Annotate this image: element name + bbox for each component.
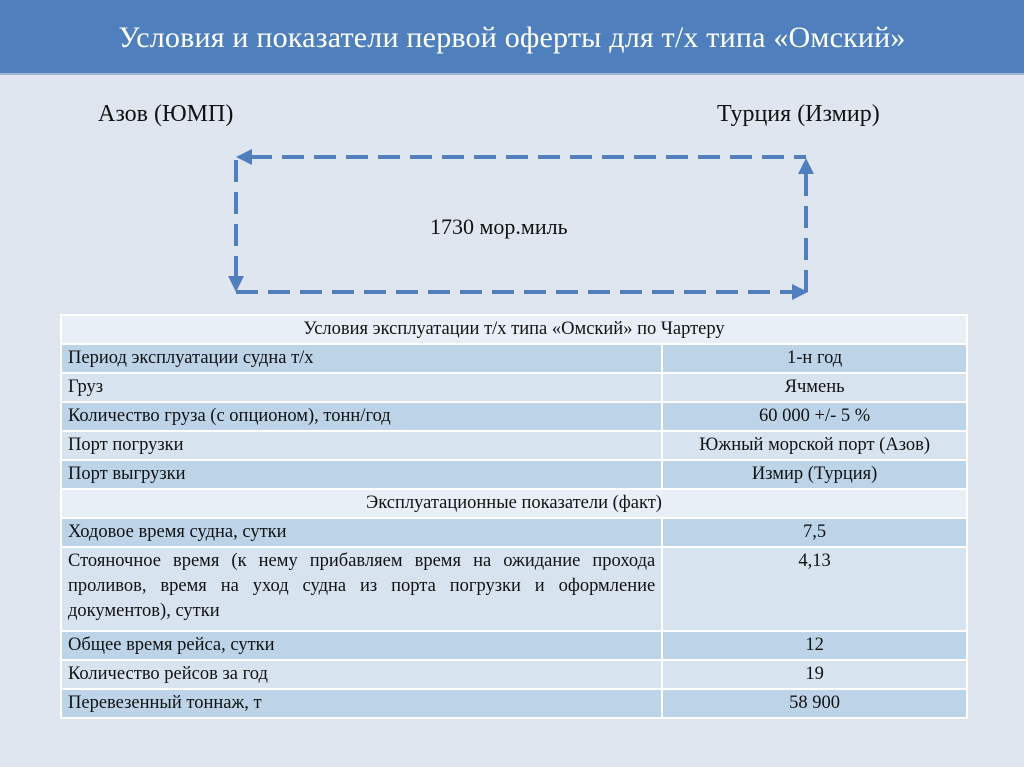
table-header-cell: Условия эксплуатации т/х типа «Омский» по Чартеру <box>61 315 967 344</box>
route-right-arrowhead <box>798 158 814 174</box>
table-row <box>61 518 967 547</box>
row-label-voyage-time: Общее время рейса, сутки <box>61 631 662 660</box>
table-row <box>61 344 967 373</box>
destination-port-label: Турция (Измир) <box>717 101 880 127</box>
row-value-discharge-port: Измир (Турция) <box>662 460 967 489</box>
table-row <box>61 373 967 402</box>
row-label-sailing-time: Ходовое время судна, сутки <box>61 518 662 547</box>
route-distance: 1730 мор.миль <box>430 214 568 239</box>
row-value-tonnage: 58 900 <box>662 689 967 718</box>
table-row <box>61 402 967 431</box>
row-label-period: Период эксплуатации судна т/х <box>61 344 662 373</box>
route-left-arrowhead <box>228 276 244 292</box>
table-row <box>61 660 967 689</box>
table-section-cell: Эксплуатационные показатели (факт) <box>61 489 967 518</box>
table-row <box>61 431 967 460</box>
origin-port-label: Азов (ЮМП) <box>98 101 234 127</box>
row-label-voyages-count: Количество рейсов за год <box>61 660 662 689</box>
table-row <box>61 689 967 718</box>
charter-terms-table <box>60 314 968 719</box>
row-value-sailing-time: 7,5 <box>662 518 967 547</box>
table-row <box>61 547 967 631</box>
row-label-loading-port: Порт погрузки <box>61 431 662 460</box>
route-top-arrowhead <box>236 149 252 165</box>
row-value-cargo: Ячмень <box>662 373 967 402</box>
row-label-discharge-port: Порт выгрузки <box>61 460 662 489</box>
table-row <box>61 460 967 489</box>
row-value-loading-port: Южный морской порт (Азов) <box>662 431 967 460</box>
row-label-quantity: Количество груза (с опционом), тонн/год <box>61 402 662 431</box>
slide-title: Условия и показатели первой оферты для т/х типа «Омский» <box>0 0 1024 75</box>
row-label-tonnage: Перевезенный тоннаж, т <box>61 689 662 718</box>
row-value-period: 1-н год <box>662 344 967 373</box>
row-label-cargo: Груз <box>61 373 662 402</box>
row-value-quantity: 60 000 +/- 5 % <box>662 402 967 431</box>
row-value-port-time: 4,13 <box>662 547 967 631</box>
row-value-voyages-count: 19 <box>662 660 967 689</box>
row-label-port-time: Стояночное время (к нему прибавляем время на ожидание прохода проливов, время на уход судна из порта погрузки и оформление документов), сутки <box>61 547 662 631</box>
table-section-row <box>61 489 967 518</box>
route-diagram <box>0 0 1024 320</box>
row-value-voyage-time: 12 <box>662 631 967 660</box>
table-row <box>61 631 967 660</box>
table-header-row <box>61 315 967 344</box>
